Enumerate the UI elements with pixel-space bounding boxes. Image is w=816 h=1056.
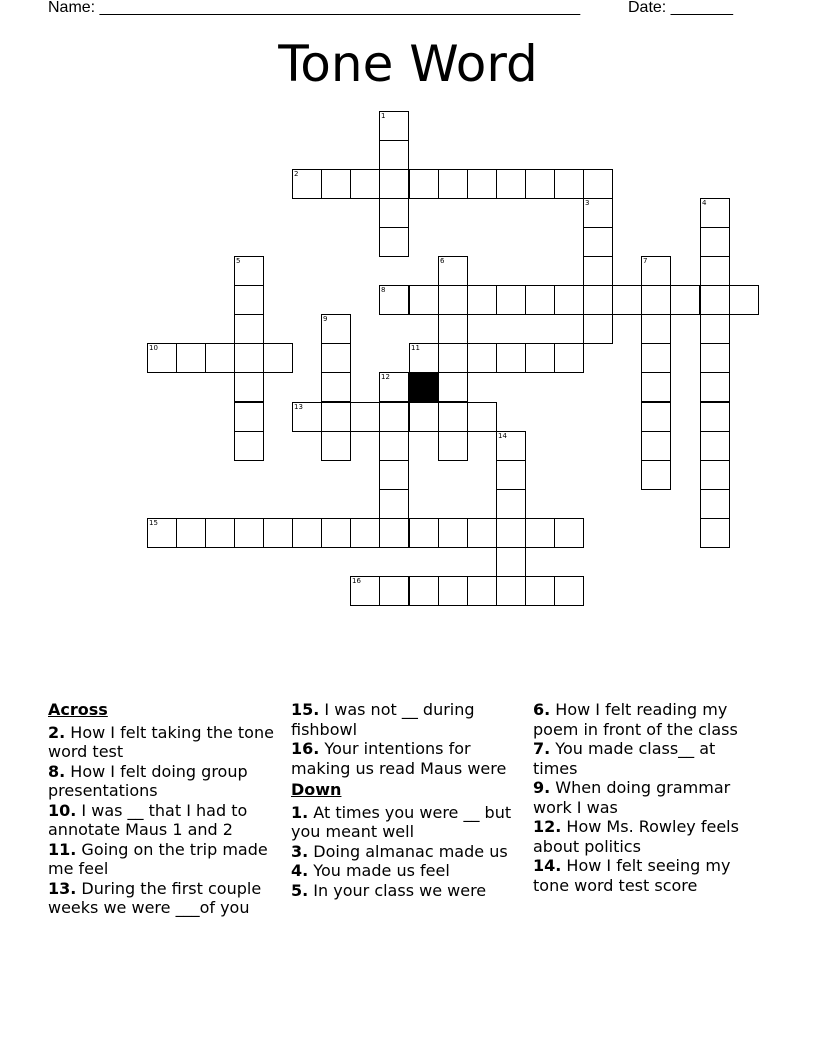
grid-cell[interactable]: [700, 256, 730, 286]
grid-cell[interactable]: [554, 285, 584, 315]
clue-item-number: 5.: [291, 880, 309, 900]
grid-cell[interactable]: [409, 343, 439, 373]
grid-cell[interactable]: [496, 576, 526, 606]
clues-column-1: [48, 700, 283, 918]
across-heading: Across: [48, 700, 108, 719]
grid-cell[interactable]: [379, 169, 409, 199]
clue-item-text: How I felt reading my poem in front of the class: [533, 700, 738, 739]
grid-cell[interactable]: [438, 256, 468, 286]
clue-number: 1: [381, 112, 386, 120]
grid-cell[interactable]: [700, 431, 730, 461]
clue-item-text: How Ms. Rowley feels about politics: [533, 817, 739, 856]
grid-cell[interactable]: [292, 169, 322, 199]
grid-cell[interactable]: [700, 198, 730, 228]
grid-cell[interactable]: [554, 169, 584, 199]
clue-item-number: 9.: [533, 778, 551, 797]
clue-item-number: 6.: [533, 700, 551, 719]
grid-cell[interactable]: [467, 169, 497, 199]
clue-item-text: How I felt taking the tone word test: [48, 722, 274, 761]
clue-number: 4: [702, 199, 707, 207]
grid-cell[interactable]: [496, 343, 526, 373]
grid-cell[interactable]: [350, 576, 380, 606]
clue-number: 7: [643, 257, 648, 265]
grid-cell[interactable]: [234, 431, 264, 461]
grid-cell[interactable]: [379, 460, 409, 490]
clue-number: 6: [440, 257, 445, 265]
grid-cell[interactable]: [379, 111, 409, 141]
grid-cell[interactable]: [147, 518, 177, 548]
clue-number: 9: [323, 315, 328, 323]
grid-cell[interactable]: [525, 169, 555, 199]
clue-number: 11: [411, 344, 420, 352]
grid-cell[interactable]: [583, 198, 613, 228]
clue-number: 12: [381, 373, 390, 381]
grid-cell[interactable]: [729, 285, 759, 315]
clue-item-number: 8.: [48, 761, 66, 781]
clue-item-number: 14.: [533, 856, 562, 875]
grid-cell[interactable]: [321, 169, 351, 199]
grid-cell[interactable]: [409, 576, 439, 606]
clue-item-text: Your intentions for making us read Maus were: [291, 739, 507, 778]
clue-item-number: 1.: [291, 802, 309, 822]
grid-cell[interactable]: [263, 343, 293, 373]
clue-item-number: 2.: [48, 722, 66, 742]
grid-cell[interactable]: [438, 576, 468, 606]
clue-number: 5: [236, 257, 241, 265]
grid-cell[interactable]: [409, 518, 439, 548]
grid-cell[interactable]: [467, 285, 497, 315]
grid-cell[interactable]: [700, 489, 730, 519]
grid-cell[interactable]: [467, 343, 497, 373]
grid-cell[interactable]: [350, 402, 380, 432]
grid-cell[interactable]: [700, 343, 730, 373]
grid-cell[interactable]: [379, 285, 409, 315]
grid-cell[interactable]: [525, 343, 555, 373]
clue-number: 3: [585, 199, 590, 207]
clue-number: 10: [149, 344, 158, 352]
clue-item-number: 13.: [48, 878, 77, 898]
grid-cell[interactable]: [409, 402, 439, 432]
grid-cell[interactable]: [379, 372, 409, 402]
clues-column-3: [533, 700, 758, 895]
grid-cell[interactable]: [438, 169, 468, 199]
clue-number: 8: [381, 286, 386, 294]
grid-cell[interactable]: [379, 198, 409, 228]
down-heading: Down: [291, 780, 342, 799]
grid-cell[interactable]: [641, 343, 671, 373]
clue-item-text: Going on the trip made me feel: [48, 839, 268, 878]
grid-cell[interactable]: [321, 402, 351, 432]
grid-cell[interactable]: [583, 227, 613, 257]
across-clues-continued: [291, 700, 526, 778]
grid-cell[interactable]: [554, 518, 584, 548]
grid-cell[interactable]: [205, 343, 235, 373]
grid-cell[interactable]: [583, 169, 613, 199]
clues-column-2: [291, 700, 526, 900]
clue-item-text: How I felt doing group presentations: [48, 761, 248, 800]
clue-item: [291, 881, 526, 901]
grid-cell[interactable]: [496, 547, 526, 577]
grid-cell[interactable]: [321, 314, 351, 344]
grid-cell[interactable]: [641, 402, 671, 432]
grid-cell[interactable]: [321, 343, 351, 373]
clue-item-text: I was not __ during fishbowl: [291, 700, 475, 739]
grid-cell[interactable]: [700, 372, 730, 402]
clue-number: 14: [498, 432, 507, 440]
grid-cell[interactable]: [438, 285, 468, 315]
clue-item: [48, 801, 283, 840]
grid-cell[interactable]: [700, 314, 730, 344]
clue-item: [533, 700, 758, 739]
grid-cell[interactable]: [438, 343, 468, 373]
grid-cell[interactable]: [496, 431, 526, 461]
grid-cell[interactable]: [379, 227, 409, 257]
grid-cell[interactable]: [641, 372, 671, 402]
grid-cell[interactable]: [205, 518, 235, 548]
grid-cell[interactable]: [409, 285, 439, 315]
grid-cell[interactable]: [438, 431, 468, 461]
grid-cell[interactable]: [234, 402, 264, 432]
grid-cell[interactable]: [292, 518, 322, 548]
grid-cell[interactable]: [670, 285, 700, 315]
grid-cell[interactable]: [700, 518, 730, 548]
clues-section: [0, 700, 816, 1030]
grid-cell[interactable]: [467, 576, 497, 606]
grid-cell[interactable]: [379, 576, 409, 606]
clue-item-text: In your class we were: [308, 880, 487, 900]
grid-cell[interactable]: [641, 460, 671, 490]
clue-number: 16: [352, 577, 361, 585]
grid-cell[interactable]: [321, 372, 351, 402]
clue-item: [533, 739, 758, 778]
grid-cell[interactable]: [234, 285, 264, 315]
grid-cell[interactable]: [379, 518, 409, 548]
grid-cell[interactable]: [525, 576, 555, 606]
grid-cell[interactable]: [438, 372, 468, 402]
clue-number: 15: [149, 519, 158, 527]
clue-item-number: 15.: [291, 700, 320, 719]
clue-item: [291, 803, 526, 842]
grid-cell[interactable]: [641, 314, 671, 344]
clue-item: [533, 817, 758, 856]
grid-cell[interactable]: [321, 431, 351, 461]
clue-item-text: I was __ that I had to annotate Maus 1 and 2: [48, 800, 248, 839]
grid-cell[interactable]: [583, 285, 613, 315]
grid-cell[interactable]: [641, 431, 671, 461]
clue-item-number: 11.: [48, 839, 77, 859]
clue-item: [291, 739, 526, 778]
grid-cell[interactable]: [496, 285, 526, 315]
grid-cell[interactable]: [496, 460, 526, 490]
grid-cell[interactable]: [409, 169, 439, 199]
clue-number: 13: [294, 403, 303, 411]
clue-item-text: How I felt seeing my tone word test score: [533, 856, 731, 895]
grid-cell[interactable]: [525, 285, 555, 315]
grid-cell[interactable]: [438, 402, 468, 432]
grid-cell[interactable]: [496, 518, 526, 548]
grid-cell[interactable]: [700, 460, 730, 490]
grid-cell[interactable]: [467, 402, 497, 432]
clue-item-number: 12.: [533, 817, 562, 836]
clue-number: 2: [294, 170, 299, 178]
grid-cell[interactable]: [379, 489, 409, 519]
clue-item-number: 10.: [48, 800, 77, 820]
clue-item: [291, 842, 526, 862]
grid-cell[interactable]: [612, 285, 642, 315]
grid-cell[interactable]: [234, 343, 264, 373]
grid-cell[interactable]: [641, 256, 671, 286]
clue-item: [533, 778, 758, 817]
clue-item: [291, 861, 526, 881]
black-square: [409, 372, 439, 402]
name-field-label: Name: ______________________________________________________: [48, 0, 581, 16]
grid-cell[interactable]: [641, 285, 671, 315]
grid-cell[interactable]: [700, 227, 730, 257]
grid-cell[interactable]: [350, 518, 380, 548]
clue-item-text: Doing almanac made us: [308, 841, 508, 861]
clue-item-number: 16.: [291, 739, 320, 758]
date-field-label: Date: _______: [628, 0, 733, 16]
clue-item-text: You made class__ at times: [533, 739, 716, 778]
grid-cell[interactable]: [234, 314, 264, 344]
grid-cell[interactable]: [234, 518, 264, 548]
clue-item: [48, 879, 283, 918]
grid-cell[interactable]: [263, 518, 293, 548]
puzzle-title: Tone Word: [278, 35, 538, 93]
grid-cell[interactable]: [438, 518, 468, 548]
clue-item-number: 4.: [291, 861, 309, 880]
grid-cell[interactable]: [700, 402, 730, 432]
clue-item-text: When doing grammar work I was: [533, 778, 731, 817]
grid-cell[interactable]: [176, 518, 206, 548]
clue-item: [48, 723, 283, 762]
grid-cell[interactable]: [147, 343, 177, 373]
clue-item: [48, 840, 283, 879]
clue-item-text: You made us feel: [308, 861, 450, 880]
clue-item-number: 7.: [533, 739, 551, 758]
clue-item: [291, 700, 526, 739]
grid-cell[interactable]: [554, 576, 584, 606]
grid-cell[interactable]: [554, 343, 584, 373]
grid-cell[interactable]: [176, 343, 206, 373]
clue-item: [533, 856, 758, 895]
clue-item-number: 3.: [291, 841, 309, 861]
grid-cell[interactable]: [234, 372, 264, 402]
grid-cell[interactable]: [234, 256, 264, 286]
grid-cell[interactable]: [583, 314, 613, 344]
grid-cell[interactable]: [350, 169, 380, 199]
grid-cell[interactable]: [379, 431, 409, 461]
down-clues: [291, 803, 526, 901]
clue-item: [48, 762, 283, 801]
grid-cell[interactable]: [700, 285, 730, 315]
grid-cell[interactable]: [379, 140, 409, 170]
clue-item-text: At times you were __ but you meant well: [291, 802, 512, 841]
grid-cell[interactable]: [321, 518, 351, 548]
grid-cell[interactable]: [525, 518, 555, 548]
grid-cell[interactable]: [496, 169, 526, 199]
grid-cell[interactable]: [379, 402, 409, 432]
grid-cell[interactable]: [583, 256, 613, 286]
grid-cell[interactable]: [496, 489, 526, 519]
grid-cell[interactable]: [292, 402, 322, 432]
clue-item-text: During the first couple weeks we were ___of you: [48, 878, 262, 917]
grid-cell[interactable]: [438, 314, 468, 344]
grid-cell[interactable]: [467, 518, 497, 548]
